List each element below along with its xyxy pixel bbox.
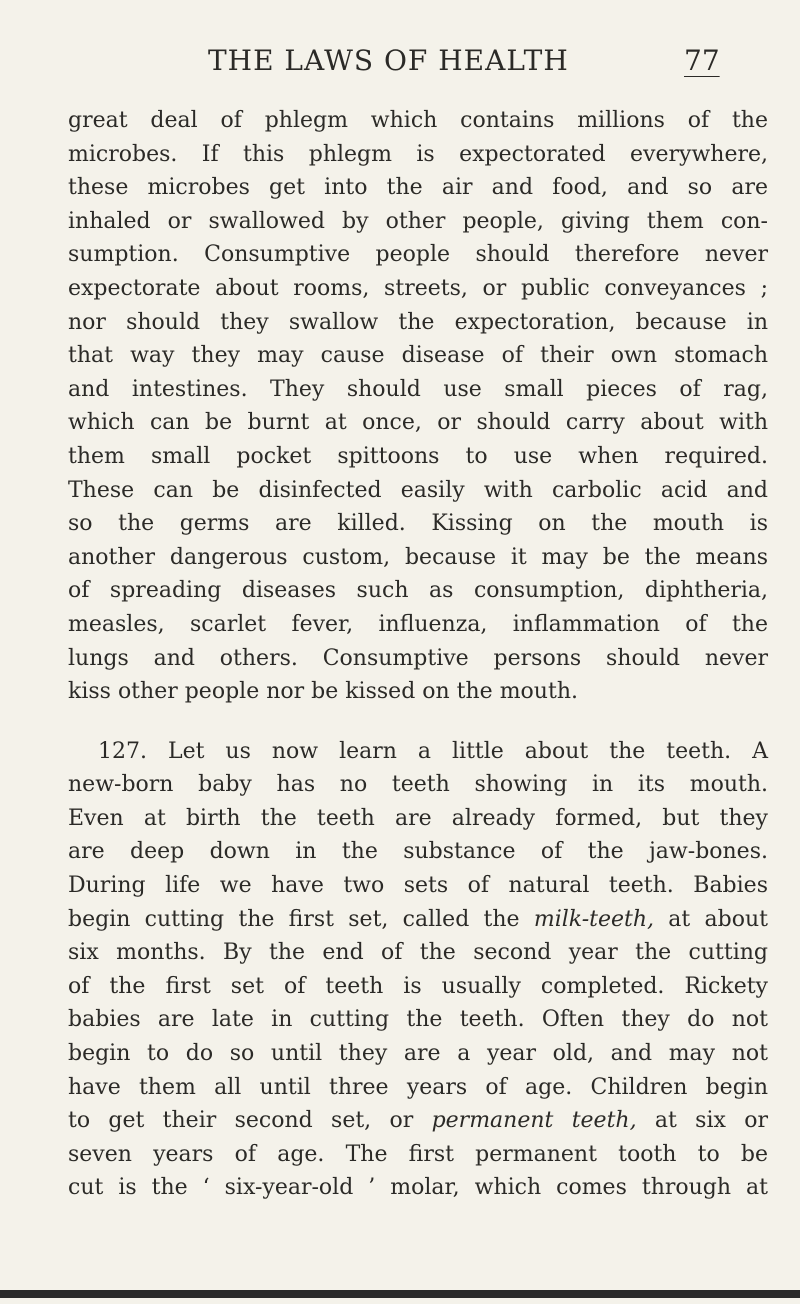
text-line: These can be disinfected easily with carbolic acid and bbox=[68, 477, 768, 503]
paragraph-gap bbox=[68, 709, 768, 735]
text-line: seven years of age. The first permanent tooth to be bbox=[68, 1141, 768, 1167]
text-line: sumption. Consumptive people should therefore never bbox=[68, 242, 768, 268]
text-line-milk-teeth bbox=[68, 903, 768, 937]
line-text: at about bbox=[654, 906, 768, 932]
text-line: cut is the ‘ six-year-old ’ molar, which comes through at bbox=[68, 1175, 768, 1201]
text-line: of the first set of teeth is usually completed. Rickety bbox=[68, 973, 768, 999]
text-line: and intestines. They should use small pieces of rag, bbox=[68, 376, 768, 402]
paragraph-teeth bbox=[68, 735, 768, 1205]
text-line: are deep down in the substance of the jaw-bones. bbox=[68, 839, 768, 865]
text-line: which can be burnt at once, or should carry about with bbox=[68, 410, 768, 436]
running-head bbox=[208, 44, 728, 84]
text-line: so the germs are killed. Kissing on the mouth is bbox=[68, 511, 768, 537]
line-text: at six or bbox=[636, 1108, 768, 1134]
text-line: of spreading diseases such as consumption, diphtheria, bbox=[68, 578, 768, 604]
text-line: have them all until three years of age. Children begin bbox=[68, 1074, 768, 1100]
text-line: that way they may cause disease of their own stomach bbox=[68, 343, 768, 369]
page-number: 77 bbox=[684, 44, 720, 77]
text-line: expectorate about rooms, streets, or public conveyances ; bbox=[68, 275, 768, 301]
text-line: babies are late in cutting the teeth. Often they do not bbox=[68, 1007, 768, 1033]
italic-term-milk-teeth: milk-teeth, bbox=[533, 906, 655, 932]
text-line: Even at birth the teeth are already formed, but they bbox=[68, 805, 768, 831]
text-line: During life we have two sets of natural teeth. Babies bbox=[68, 873, 768, 899]
section-127-first-line: 127. Let us now learn a little about the teeth. A bbox=[98, 738, 768, 764]
text-line: six months. By the end of the second year the cutting bbox=[68, 940, 768, 966]
italic-term-permanent-teeth: permanent teeth, bbox=[431, 1108, 637, 1134]
text-line: kiss other people nor be kissed on the mouth. bbox=[68, 679, 578, 705]
text-line: inhaled or swallowed by other people, giving them con- bbox=[68, 208, 768, 234]
body-text bbox=[68, 104, 768, 1205]
text-line: measles, scarlet fever, influenza, inflammation of the bbox=[68, 611, 768, 637]
text-line: them small pocket spittoons to use when required. bbox=[68, 443, 768, 469]
page-bottom-edge bbox=[0, 1290, 800, 1298]
text-line: begin to do so until they are a year old, and may not bbox=[68, 1041, 768, 1067]
paragraph-phlegm bbox=[68, 104, 768, 709]
running-title: THE LAWS OF HEALTH bbox=[208, 44, 569, 77]
text-line-permanent-teeth bbox=[68, 1104, 768, 1138]
text-line: these microbes get into the air and food, and so are bbox=[68, 175, 768, 201]
text-line: nor should they swallow the expectoration, because in bbox=[68, 309, 768, 335]
text-line: another dangerous custom, because it may be the means bbox=[68, 544, 768, 570]
line-text: begin cutting the first set, called the bbox=[68, 906, 534, 932]
text-line: microbes. If this phlegm is expectorated everywhere, bbox=[68, 141, 768, 167]
text-line: lungs and others. Consumptive persons should never bbox=[68, 645, 768, 671]
line-text: to get their second set, or bbox=[68, 1108, 432, 1134]
text-line: great deal of phlegm which contains millions of the bbox=[68, 108, 768, 133]
text-line: new-born baby has no teeth showing in its mouth. bbox=[68, 772, 768, 798]
